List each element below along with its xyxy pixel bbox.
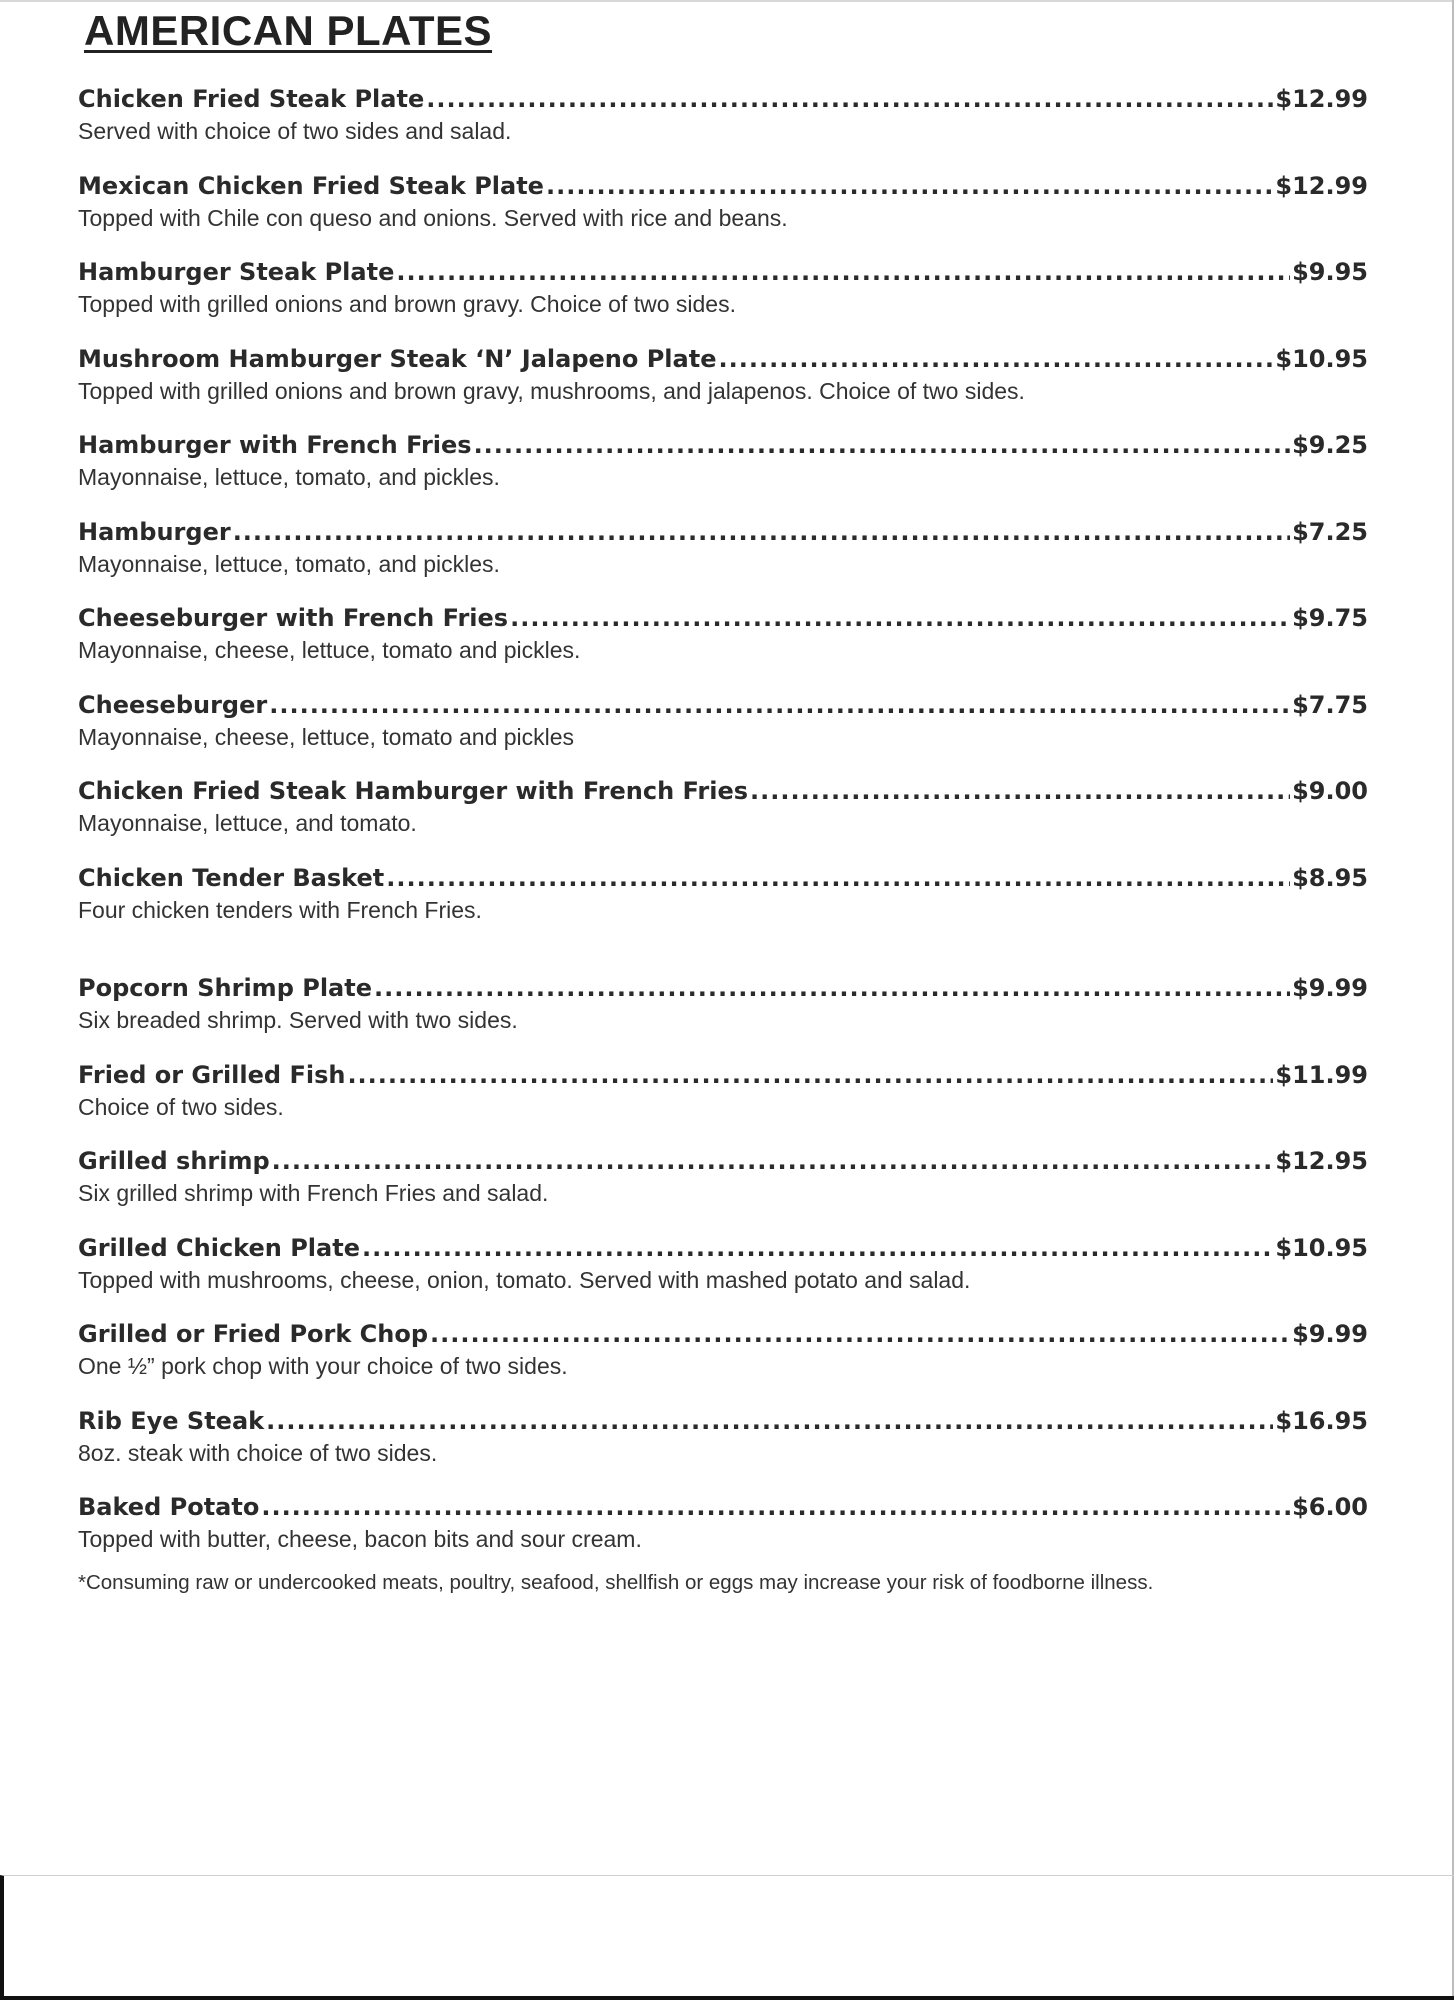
menu-item-description: Six breaded shrimp. Served with two sides. [78,1007,518,1034]
menu-item [78,1231,1368,1318]
menu-item [78,342,1368,429]
menu-item-description: Mayonnaise, cheese, lettuce, tomato and pickles [78,723,575,750]
menu-item [78,971,1368,1058]
menu-item-description: Choice of two sides. [78,1093,284,1120]
menu-item-header [78,255,1368,289]
menu-item-name: Chicken Tender Basket [78,863,385,892]
menu-item-description: Mayonnaise, lettuce, and tomato. [78,810,417,837]
menu-item-price: $9.95 [1292,258,1368,287]
menu-item-description: Topped with Chile con queso and onions. Served with rice and beans. [78,204,788,231]
menu-item [78,1490,1368,1577]
menu-item [78,1317,1368,1404]
menu-item-header [78,169,1368,203]
dot-leader [396,255,1290,289]
menu-item [78,428,1368,515]
menu-item-name: Chicken Fried Steak Hamburger with French Fries [78,777,749,806]
menu-item-name: Grilled shrimp [78,1147,270,1176]
menu-item-description: Four chicken tenders with French Fries. [78,896,482,923]
menu-item-header [78,688,1368,722]
menu-item [78,861,1368,948]
menu-page [78,8,1368,1595]
menu-item-description: Topped with grilled onions and brown gravy, mushrooms, and jalapenos. Choice of two sides. [78,377,1025,404]
menu-item [78,255,1368,342]
menu-item [78,169,1368,256]
menu-item-price: $7.25 [1292,517,1368,546]
food-safety-disclaimer: *Consuming raw or undercooked meats, poultry, seafood, shellfish or eggs may increase your risk of foodborne illness. [78,1570,1154,1594]
menu-item-header [78,1231,1368,1265]
menu-item-header [78,515,1368,549]
menu-item-header [78,774,1368,808]
menu-item-name: Baked Potato [78,1493,260,1522]
menu-item-name: Hamburger [78,517,231,546]
menu-item-name: Mushroom Hamburger Steak ‘N’ Jalapeno Plate [78,344,717,373]
menu-item-header [78,1058,1368,1092]
menu-item-description: Mayonnaise, lettuce, tomato, and pickles. [78,464,500,491]
menu-item [78,1404,1368,1491]
menu-item-price: $10.95 [1275,1233,1368,1262]
menu-item-price: $9.75 [1292,604,1368,633]
menu-item-price: $9.99 [1292,1320,1368,1349]
scan-edge-top [0,0,1454,2]
menu-item-description: Topped with grilled onions and brown gravy. Choice of two sides. [78,291,736,318]
menu-item-price: $6.00 [1292,1493,1368,1522]
menu-item-name: Mexican Chicken Fried Steak Plate [78,171,544,200]
dot-leader [347,1058,1273,1092]
menu-item-description: Six grilled shrimp with French Fries and salad. [78,1180,549,1207]
menu-item-header [78,82,1368,116]
dot-leader [386,861,1290,895]
menu-item-price: $8.95 [1292,863,1368,892]
menu-item-price: $10.95 [1275,344,1368,373]
dot-leader [546,169,1273,203]
menu-item-price: $9.99 [1292,974,1368,1003]
menu-item-name: Rib Eye Steak [78,1406,265,1435]
dot-leader [261,1490,1290,1524]
dot-leader [374,971,1290,1005]
menu-item-name: Grilled Chicken Plate [78,1233,360,1262]
menu-item-header [78,601,1368,635]
menu-title: AMERICAN PLATES [84,7,493,54]
dot-leader [474,428,1291,462]
menu-item-price: $9.00 [1292,777,1368,806]
menu-item-name: Grilled or Fried Pork Chop [78,1320,429,1349]
dot-leader [269,688,1290,722]
dot-leader [272,1144,1274,1178]
menu-item-name: Fried or Grilled Fish [78,1060,346,1089]
menu-item-name: Hamburger with French Fries [78,431,472,460]
menu-item-description: Mayonnaise, lettuce, tomato, and pickles. [78,550,500,577]
menu-item-description: Topped with butter, cheese, bacon bits and sour cream. [78,1526,642,1553]
dot-leader [718,342,1273,376]
dot-leader [750,774,1290,808]
menu-item-name: Popcorn Shrimp Plate [78,974,372,1003]
menu-item-price: $12.99 [1275,171,1368,200]
menu-item [78,601,1368,688]
menu-item-header [78,861,1368,895]
menu-item-name: Cheeseburger [78,690,268,719]
menu-item-header [78,1404,1368,1438]
menu-item-price: $12.99 [1275,85,1368,114]
dot-leader [266,1404,1273,1438]
menu-item-header [78,1490,1368,1524]
menu-item-header [78,1144,1368,1178]
menu-item-description: Mayonnaise, cheese, lettuce, tomato and pickles. [78,637,581,664]
menu-item [78,1144,1368,1231]
menu-item-price: $7.75 [1292,690,1368,719]
menu-item-price: $16.95 [1275,1406,1368,1435]
menu-item-price: $11.99 [1275,1060,1368,1089]
menu-item-header [78,1317,1368,1351]
menu-item-price: $9.25 [1292,431,1368,460]
menu-item-description: 8oz. steak with choice of two sides. [78,1439,438,1466]
menu-item-header [78,971,1368,1005]
scan-bottom-frame [0,1875,1454,2000]
menu-item [78,688,1368,775]
menu-item-name: Hamburger Steak Plate [78,258,395,287]
menu-item-name: Cheeseburger with French Fries [78,604,509,633]
dot-leader [362,1231,1273,1265]
menu-item [78,515,1368,602]
dot-leader [233,515,1290,549]
menu-item-header [78,342,1368,376]
menu-item-header [78,428,1368,462]
menu-item-description: Served with choice of two sides and salad. [78,118,512,145]
dot-leader [426,82,1273,116]
menu-item-description: Topped with mushrooms, cheese, onion, tomato. Served with mashed potato and salad. [78,1266,971,1293]
menu-item-description: One ½” pork chop with your choice of two sides. [78,1353,568,1380]
dot-leader [430,1317,1290,1351]
dot-leader [510,601,1290,635]
menu-item-name: Chicken Fried Steak Plate [78,85,425,114]
menu-item-price: $12.95 [1275,1147,1368,1176]
menu-item [78,774,1368,861]
menu-item [78,1058,1368,1145]
menu-item [78,82,1368,169]
